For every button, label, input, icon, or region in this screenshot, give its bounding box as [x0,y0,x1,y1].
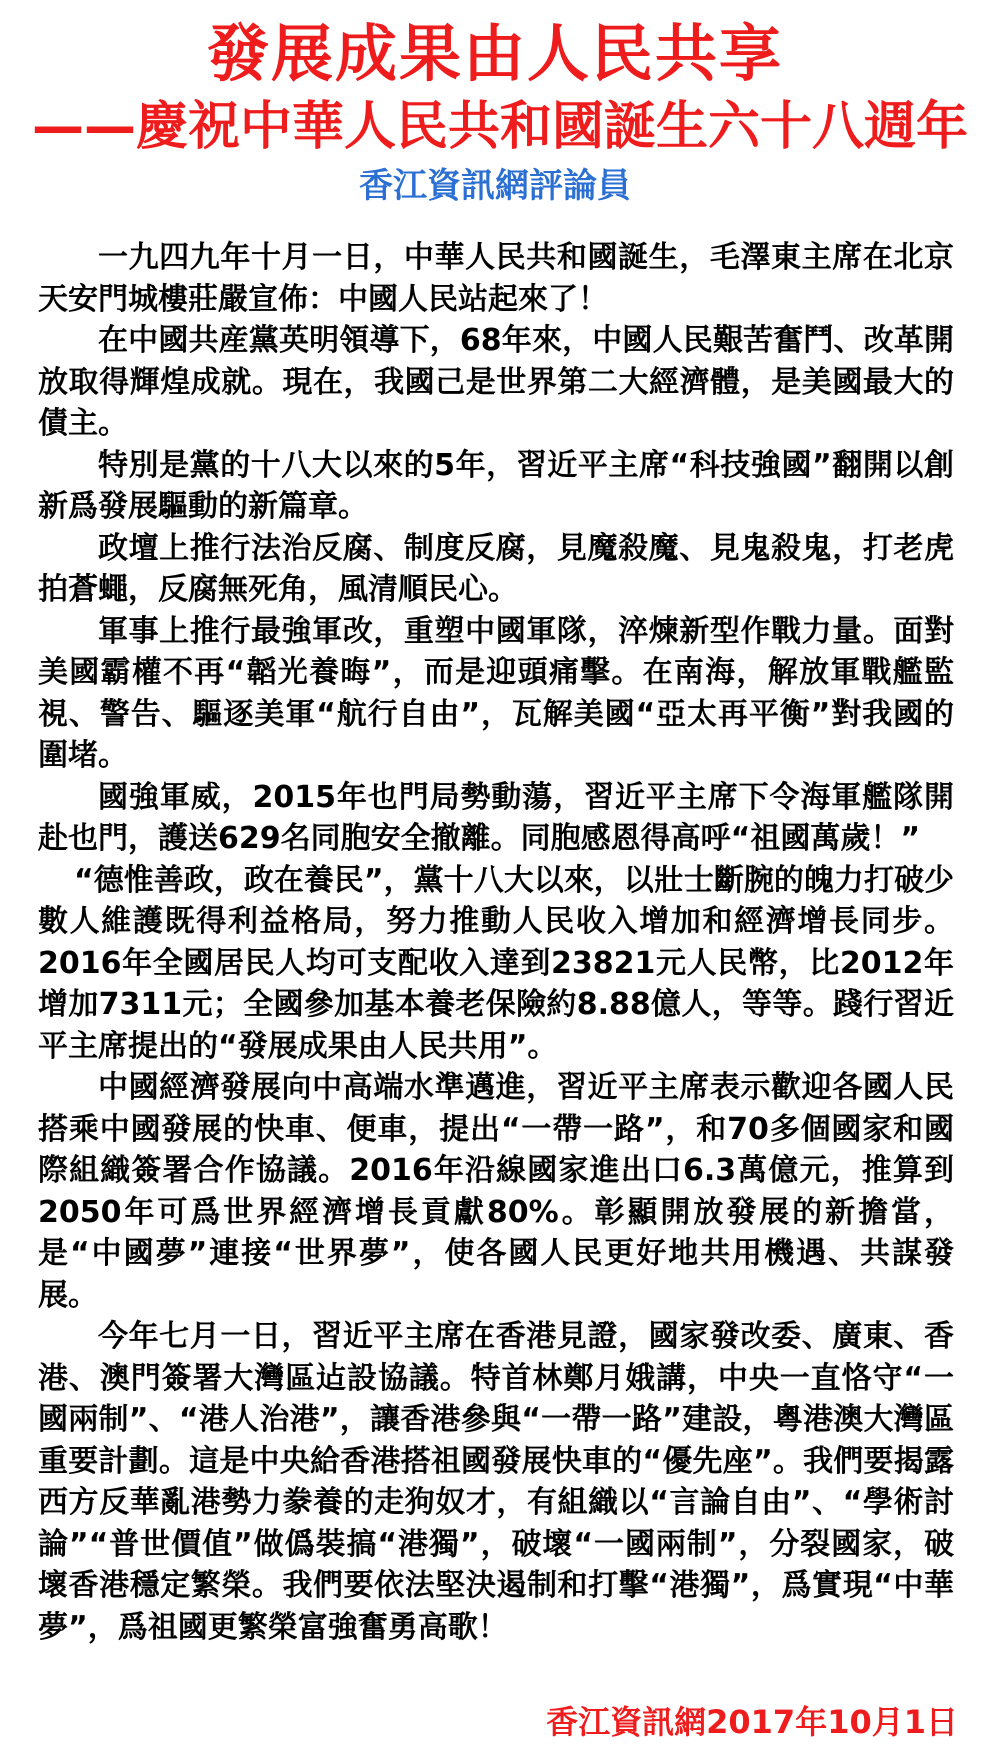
headline: 發展成果由人民共享 [206,17,783,90]
paragraph: “德惟善政，政在養民”，黨十八大以來，以壯士斷腕的魄力打破少數人維護既得利益格局，努力推動人民收入增加和經濟增長同步。2016年全國居民人均可支配收入達到23821元人民幣，比2012年增加7311元；全國參加基本養老保險約8.88億人，等等。踐行習近平主席提出的“發展成果由人民共用”。 [38,862,954,1064]
byline: 香江資訊網評論員 [359,166,631,206]
paragraph: 軍事上推行最強軍改，重塑中國軍隊，淬煉新型作戰力量。面對美國霸權不再“韜光養晦”，而是迎頭痛擊。在南海，解放軍戰艦監視、警告、驅逐美軍“航行自由”，瓦解美國“亞太再平衡”對我國的圍堵。 [38,613,954,773]
subheadline: ——慶祝中華人民共和國誕生六十八週年 [32,97,969,157]
paragraph: 政壇上推行法治反腐、制度反腐，見魔殺魔、見鬼殺鬼，打老虎拍蒼蠅，反腐無死角，風清順民心。 [38,530,954,607]
source-date: 香江資訊網2017年10月1日 [546,1703,958,1741]
paragraph: 今年七月一日，習近平主席在香港見證，國家發改委、廣東、香港、澳門簽署大灣區迠設協議。特首林鄭月娥講，中央一直恪守“一國兩制”、“港人治港”，讓香港參與“一帶一路”建設，粵港澳大灣區重要計劃。這是中央給香港搭祖國發展快車的“優先座”。我們要揭露西方反華亂港勢力豢養的走狗奴才，有組織以“言論自由”、“學術討論”“普世價值”做僞裝搞“港獨”，破壞“一國兩制”，分裂國家，破壞香港穩定繁榮。我們要依法堅決遏制和打擊“港獨”，爲實現“中華夢”，爲祖國更繁榮富強奮勇高歌！ [38,1319,954,1645]
article-body [38,237,954,1648]
paragraph: 國強軍威，2015年也門局勢動蕩，習近平主席下令海軍艦隊開赴也門，護送629名同胞安全撤離。同胞感恩得高呼“祖國萬歲！” [38,779,954,856]
paragraph: 特別是黨的十八大以來的5年，習近平主席“科技強國”翻開以創新爲發展驅動的新篇章。 [38,447,954,524]
paragraph: 中國經濟發展向中高端水準邁進，習近平主席表示歡迎各國人民搭乘中國發展的快車、便車，提出“一帶一路”，和70多個國家和國際組織簽署合作協議。2016年沿線國家進出口6.3萬億元，推算到2050年可爲世界經濟增長貢獻80%。彰顯開放發展的新擔當，是“中國夢”連接“世界夢”，使各國人民更好地共用機遇、共謀發展。 [38,1070,954,1313]
paragraph: 一九四九年十月一日，中華人民共和國誕生，毛澤東主席在北京天安門城樓莊嚴宣佈：中國人民站起來了！ [38,240,954,317]
paragraph: 在中國共産黨英明領導下，68年來，中國人民艱苦奮鬥、改革開放取得輝煌成就。現在，我國己是世界第二大經濟體，是美國最大的債主。 [38,323,954,441]
